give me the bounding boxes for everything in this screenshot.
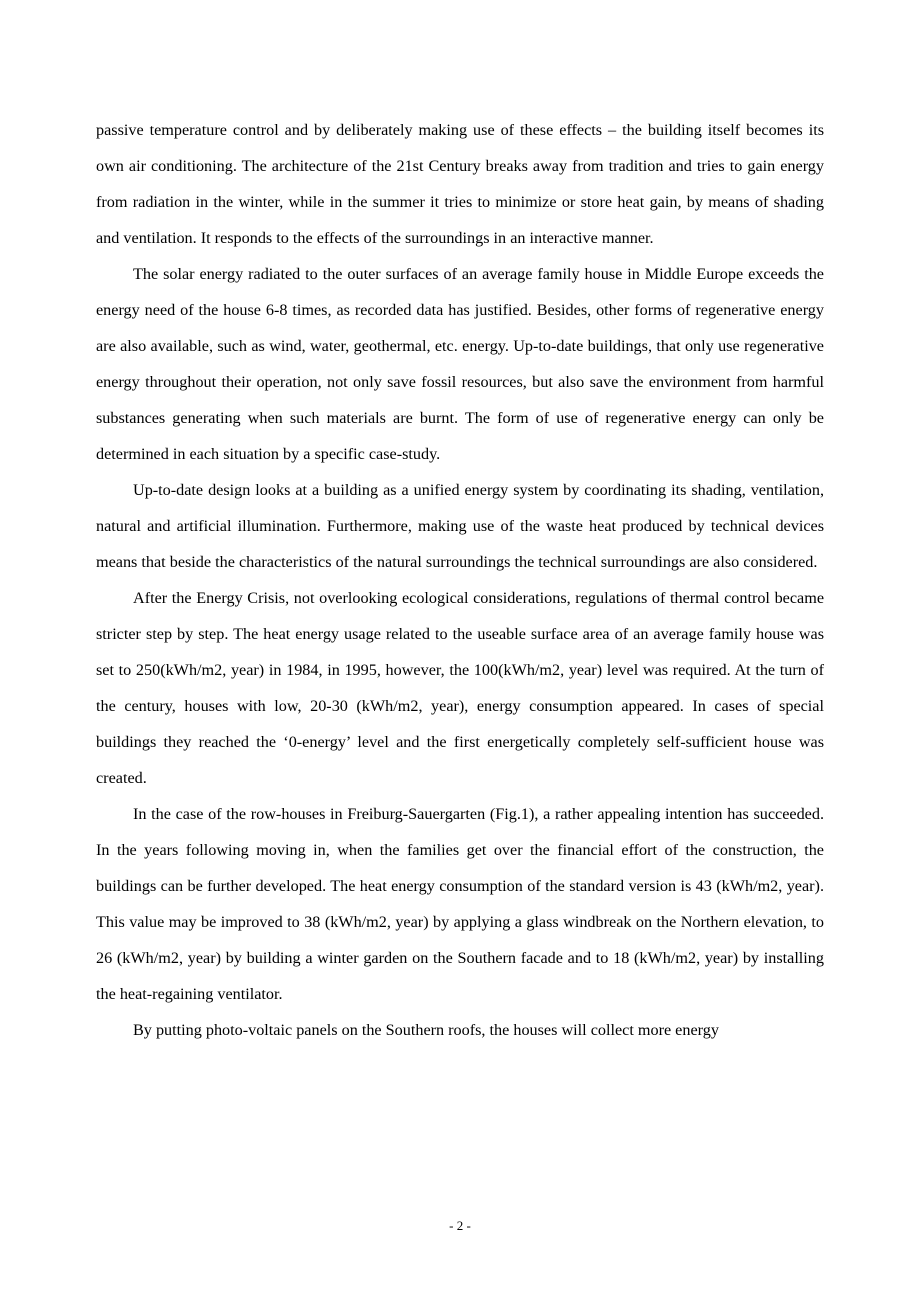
paragraph-solar-energy: The solar energy radiated to the outer surfaces of an average family house in Middle Europe exceeds the energy need of the house 6-8 times, as recorded data has justified. Besides, other forms of regenerative energy are also available, such as wind, water, geothermal, etc. energy. Up-to-date buildings, that only use regenerative energy throughout their operation, not only save fossil resources, but also save the environment from harmful substances generating when such materials are burnt. The form of use of regenerative energy can only be determined in each situation by a specific case-study. xyxy=(96,265,824,463)
paragraph-photo-voltaic: By putting photo-voltaic panels on the Southern roofs, the houses will collect more energy xyxy=(133,1021,719,1039)
document-body xyxy=(96,112,824,1048)
paragraph-energy-crisis: After the Energy Crisis, not overlooking ecological considerations, regulations of thermal control became stricter step by step. The heat energy usage related to the useable surface area of an average family house was set to 250(kWh/m2, year) in 1984, in 1995, however, the 100(kWh/m2, year) level was required. At the turn of the century, houses with low, 20-30 (kWh/m2, year), energy consumption appeared. In cases of special buildings they reached the ‘0-energy’ level and the first energetically completely self-sufficient house was created. xyxy=(96,589,824,787)
paragraph-unified-energy-system: Up-to-date design looks at a building as a unified energy system by coordinating its shading, ventilation, natural and artificial illumination. Furthermore, making use of the waste heat produced by technical devices means that beside the characteristics of the natural surroundings the technical surroundings are also considered. xyxy=(96,481,824,571)
page-number: - 2 - xyxy=(449,1218,471,1233)
paragraph-freiburg-row-houses: In the case of the row-houses in Freiburg-Sauergarten (Fig.1), a rather appealing intention has succeeded. In the years following moving in, when the families get over the financial effort of the construction, the buildings can be further developed. The heat energy consumption of the standard version is 43 (kWh/m2, year). This value may be improved to 38 (kWh/m2, year) by applying a glass windbreak on the Northern elevation, to 26 (kWh/m2, year) by building a winter garden on the Southern facade and to 18 (kWh/m2, year) by installing the heat-regaining ventilator. xyxy=(96,805,824,1003)
paragraph-continuation: passive temperature control and by deliberately making use of these effects – the building itself becomes its own air conditioning. The architecture of the 21st Century breaks away from tradition and tries to gain energy from radiation in the winter, while in the summer it tries to minimize or store heat gain, by means of shading and ventilation. It responds to the effects of the surroundings in an interactive manner. xyxy=(96,121,824,247)
